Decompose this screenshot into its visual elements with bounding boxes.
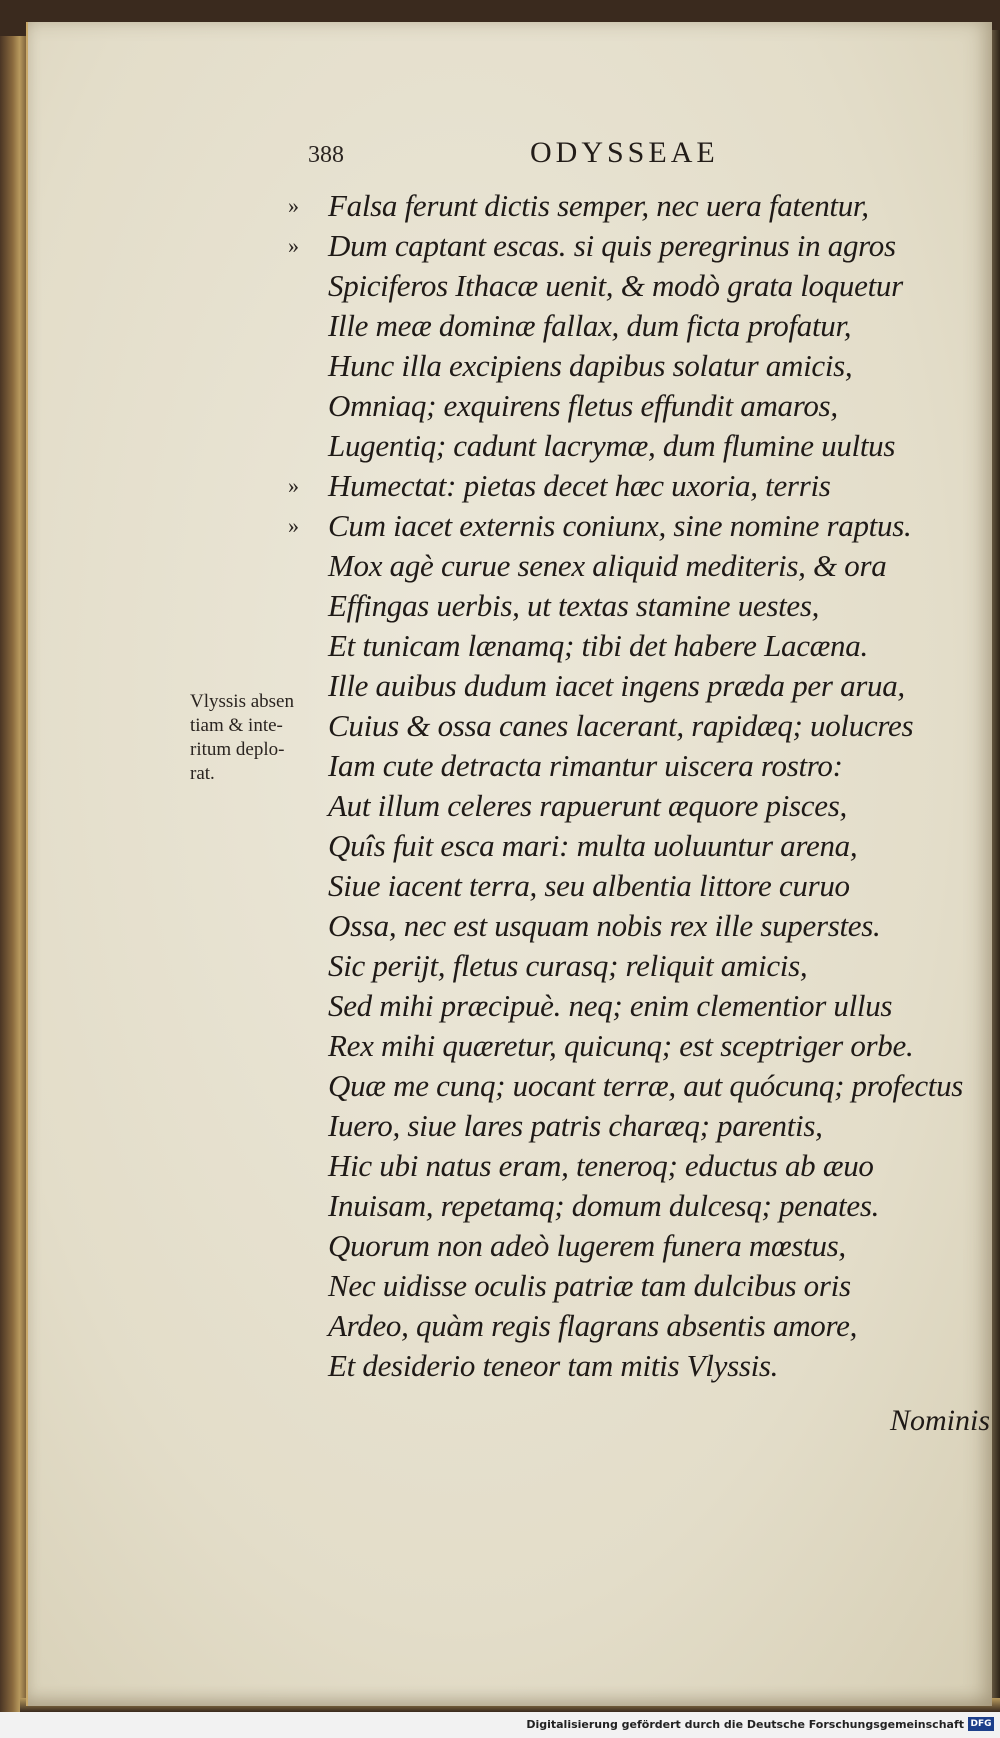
verse-line [328,1066,1000,1106]
verse-line [328,946,1000,986]
page-title: ODYSSEAE [530,136,719,169]
verse-line [328,426,1000,466]
verse-line-text: Iuero, siue lares patris charæq; parentis, [328,1108,823,1143]
verse-line-text: Nec uidisse oculis patriæ tam dulcibus oris [328,1268,851,1303]
verse-line-text: Ille meæ dominæ fallax, dum ficta profatur, [328,308,852,343]
verse-line [328,1186,1000,1226]
verse-line-text: Lugentiq; cadunt lacrymæ, dum flumine uultus [328,428,896,463]
dfg-logo-icon: DFG [968,1717,994,1731]
verse-line-text: Falsa ferunt dictis semper, nec uera fatentur, [328,188,869,223]
verse-line [328,266,1000,306]
margin-note-line: rat. [190,763,215,784]
verse-line [328,1026,1000,1066]
verse-line [328,866,1000,906]
verse-line-text: Spiciferos Ithacæ uenit, & modò grata loquetur [328,268,903,303]
verse-line-text: Iam cute detracta rimantur uiscera rostro: [328,748,843,783]
verse-line [328,706,1000,746]
verse-line [328,546,1000,586]
verse-line [288,466,1000,506]
quote-mark: » [288,233,299,258]
verse-line [328,1146,1000,1186]
verse-line [328,306,1000,346]
quote-mark: » [288,193,299,218]
margin-note-line: Vlyssis absen [190,691,294,712]
verse-line [328,986,1000,1026]
quote-mark: » [288,513,299,538]
verse-line [328,666,1000,706]
footer-credit: Digitalisierung gefördert durch die Deutsche Forschungsgemeinschaft [526,1718,964,1731]
verse-line-text: Sic perijt, fletus curasq; reliquit amicis, [328,948,808,983]
verse-line-text: Effingas uerbis, ut textas stamine uestes, [328,588,820,623]
margin-note [190,690,325,786]
verse-line-text: Sed mihi præcipuè. neq; enim clementior ullus [328,988,893,1023]
footer-bar [0,1712,1000,1738]
book-spine [0,36,28,1712]
verse-line [328,1266,1000,1306]
verse-line-text: Cuius & ossa canes lacerant, rapidæq; uolucres [328,708,914,743]
verse-line [328,586,1000,626]
verse-line-text: Quæ me cunq; uocant terræ, aut quócunq; profectus [328,1068,964,1103]
quote-mark: » [288,473,299,498]
verse-line [328,906,1000,946]
margin-note-line: tiam & inte- [190,715,283,736]
verse-line-text: Hunc illa excipiens dapibus solatur amicis, [328,348,853,383]
verse-line-text: Et desiderio teneor tam mitis Vlyssis. [328,1348,779,1383]
verse-line [328,346,1000,386]
verse-line-text: Inuisam, repetamq; domum dulcesq; penates. [328,1188,880,1223]
verse-text [288,186,1000,1386]
verse-line-text: Ardeo, quàm regis flagrans absentis amore, [328,1308,858,1343]
verse-line [328,626,1000,666]
verse-line [328,1346,1000,1386]
verse-line-text: Aut illum celeres rapuerunt æquore pisces, [328,788,847,823]
verse-line-text: Siue iacent terra, seu albentia littore curuo [328,868,850,903]
margin-note-line: ritum deplo- [190,739,285,760]
verse-line-text: Dum captant escas. si quis peregrinus in agros [328,228,896,263]
running-head [300,136,1000,172]
verse-line [328,1226,1000,1266]
verse-line [328,746,1000,786]
verse-line [328,386,1000,426]
verse-line-text: Quorum non adeò lugerem funera mœstus, [328,1228,846,1263]
page-number: 388 [308,142,344,168]
verse-line [328,1306,1000,1346]
verse-line-text: Cum iacet externis coniunx, sine nomine raptus. [328,508,912,543]
verse-line-text: Humectat: pietas decet hæc uxoria, terris [328,468,831,503]
verse-line [288,506,1000,546]
verse-line-text: Ossa, nec est usquam nobis rex ille superstes. [328,908,881,943]
verse-line-text: Mox agè curue senex aliquid mediteris, & ora [328,548,887,583]
verse-line-text: Ille auibus dudum iacet ingens præda per arua, [328,668,905,703]
verse-line-text: Hic ubi natus eram, teneroq; eductus ab æuo [328,1148,874,1183]
verse-line-text: Quîs fuit esca mari: multa uoluuntur arena, [328,828,858,863]
verse-line [328,1106,1000,1146]
verse-line-text: Et tunicam lænamq; tibi det habere Lacæna. [328,628,868,663]
verse-line [288,226,1000,266]
verse-line [328,826,1000,866]
verse-line-text: Rex mihi quæretur, quicunq; est sceptriger orbe. [328,1028,914,1063]
verse-line-text: Omniaq; exquirens fletus effundit amaros, [328,388,838,423]
catchword: Nominis [890,1404,991,1437]
verse-line [328,786,1000,826]
verse-line [288,186,1000,226]
